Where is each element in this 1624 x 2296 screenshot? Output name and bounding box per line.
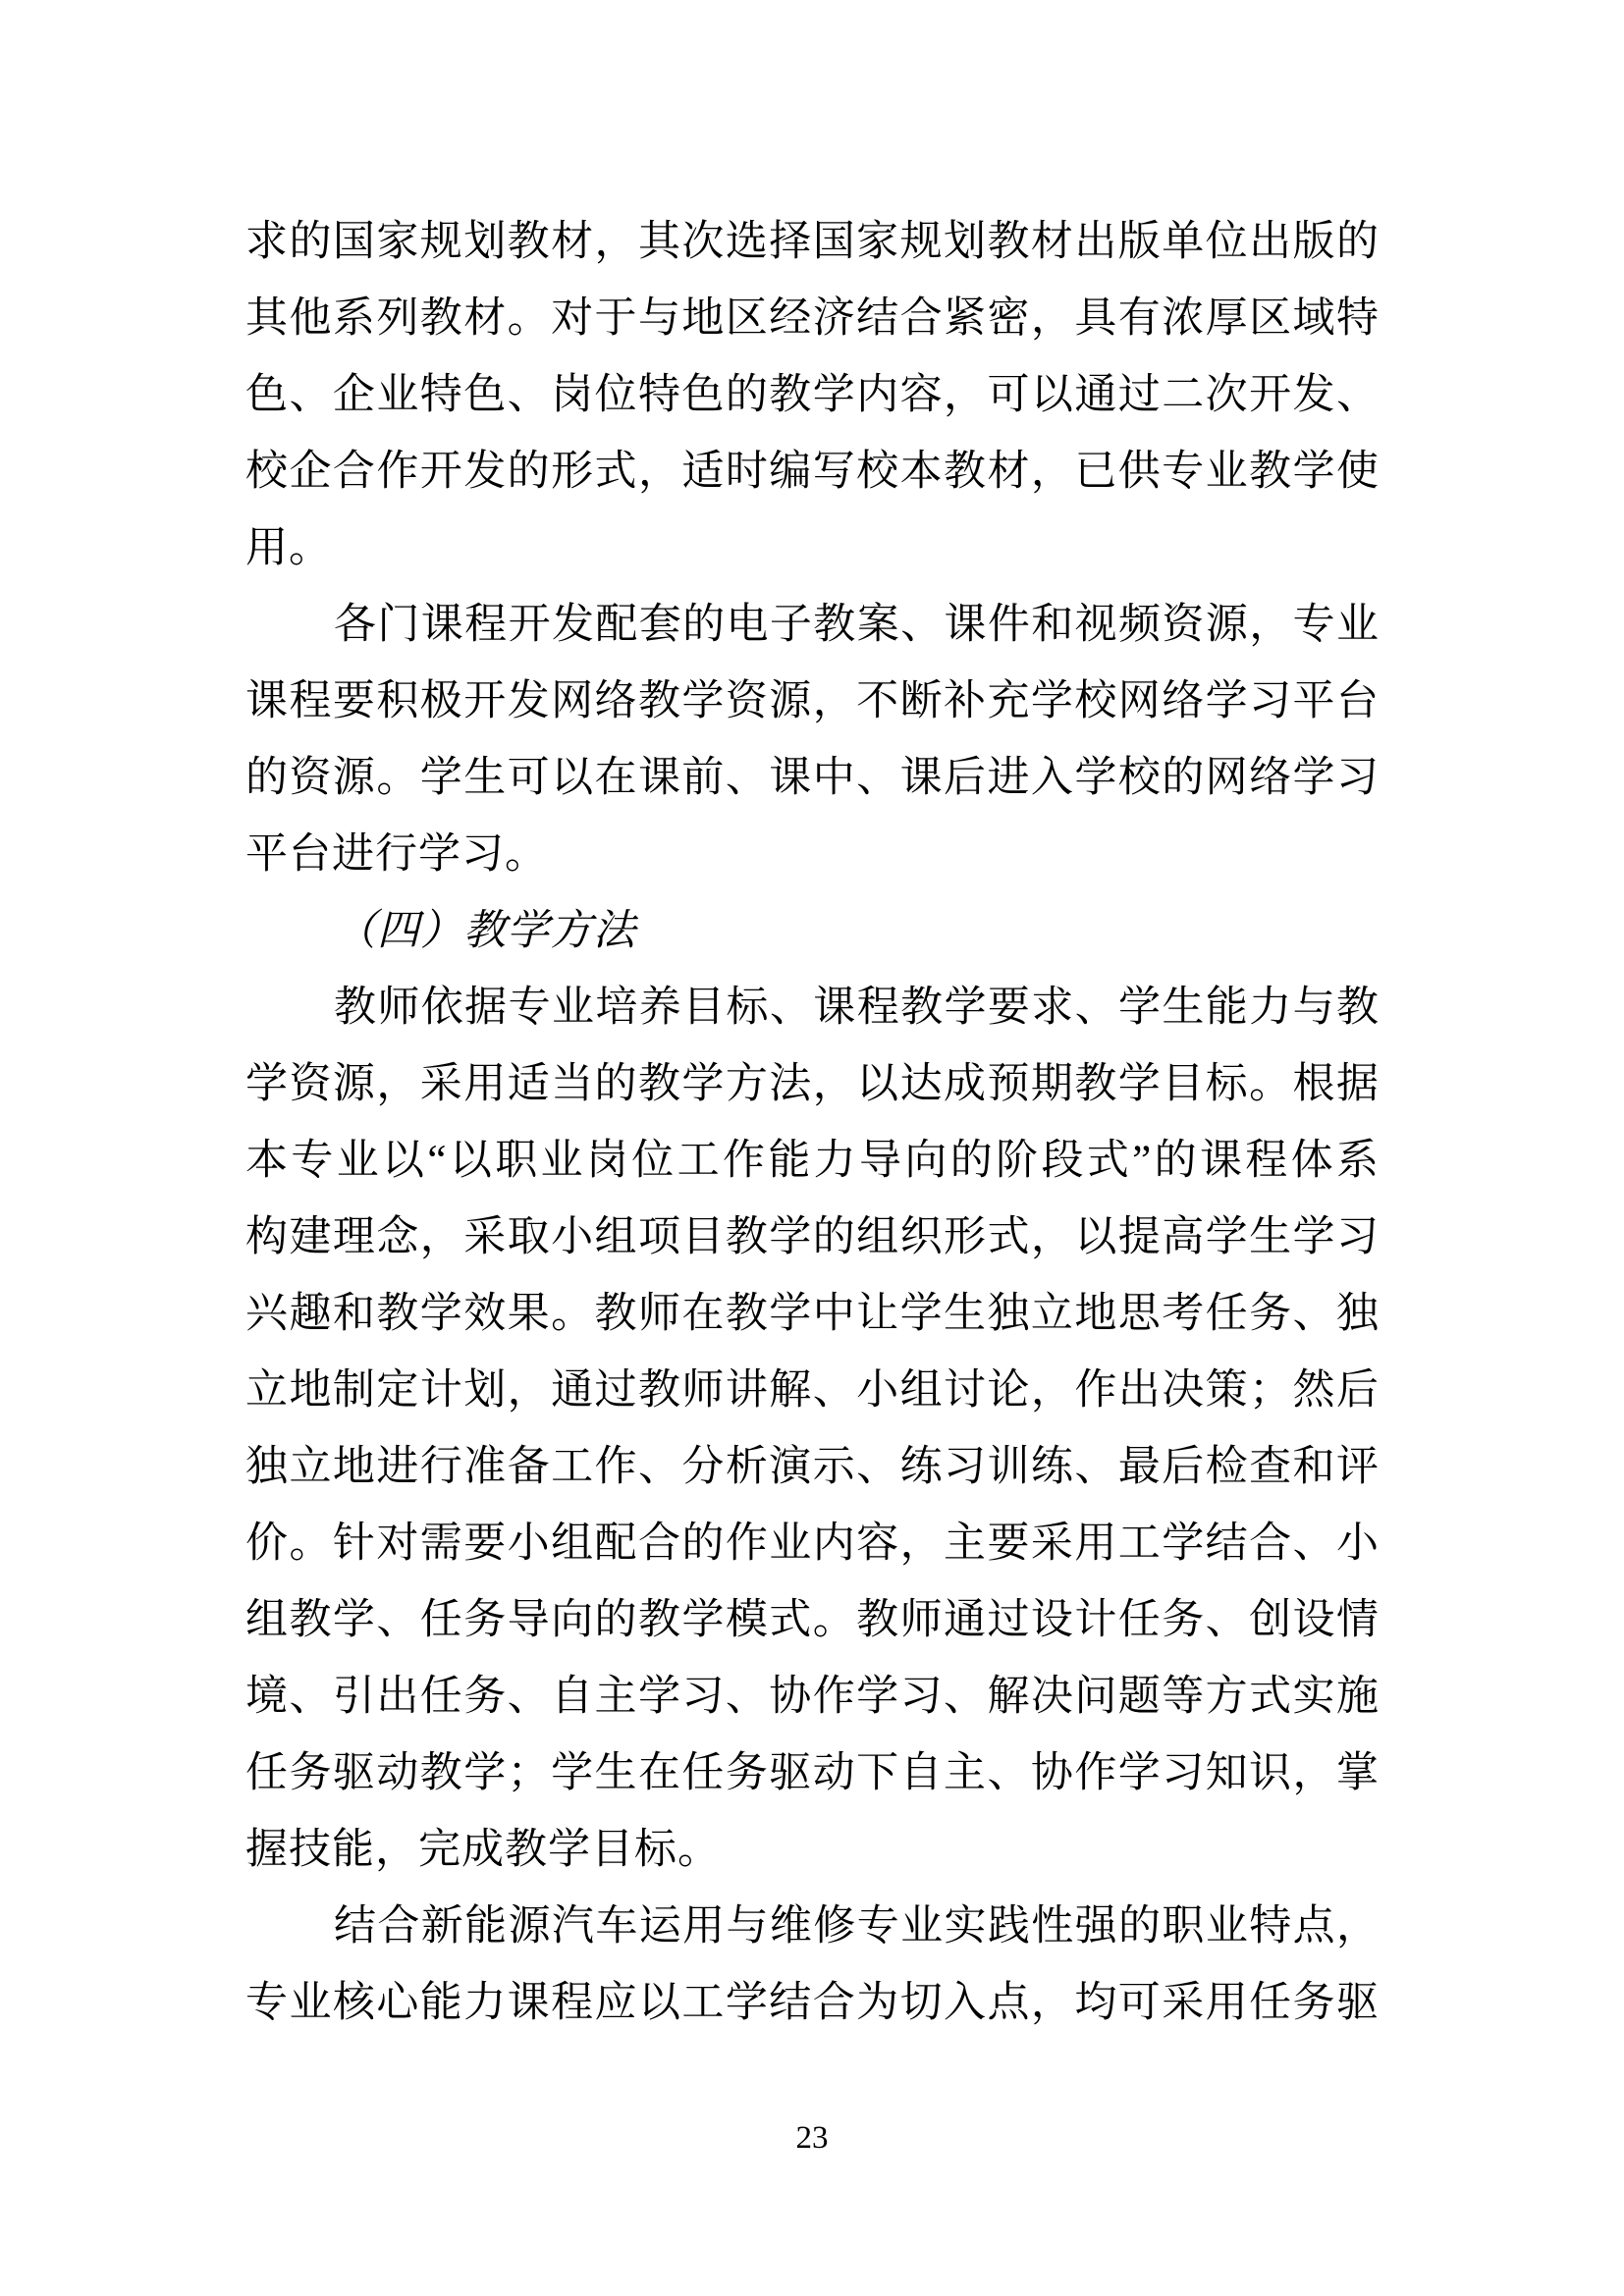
text-line: 的资源。学生可以在课前、课中、课后进入学校的网络学习 <box>245 755 1380 801</box>
text-line: 求的国家规划教材，其次选择国家规划教材出版单位出版的 <box>245 219 1380 265</box>
text-line: 校企合作开发的形式，适时编写校本教材，已供专业教学使 <box>245 449 1380 495</box>
text-line: 兴趣和教学效果。教师在教学中让学生独立地思考任务、独 <box>245 1291 1380 1337</box>
text-line: 教师依据专业培养目标、课程教学要求、学生能力与教 <box>334 985 1380 1031</box>
text-line: 价。针对需要小组配合的作业内容，主要采用工学结合、小 <box>245 1521 1380 1567</box>
text-line: 其他系列教材。对于与地区经济结合紧密，具有浓厚区域特 <box>245 295 1380 342</box>
text-line: 立地制定计划，通过教师讲解、小组讨论，作出决策；然后 <box>245 1367 1380 1414</box>
text-line: 境、引出任务、自主学习、协作学习、解决问题等方式实施 <box>245 1674 1380 1720</box>
text-line: 专业核心能力课程应以工学结合为切入点，均可采用任务驱 <box>245 1980 1380 2026</box>
text-line: 用。 <box>245 525 332 571</box>
text-line: 色、企业特色、岗位特色的教学内容，可以通过二次开发、 <box>245 372 1380 418</box>
text-line: 独立地进行准备工作、分析演示、练习训练、最后检查和评 <box>245 1444 1380 1490</box>
text-line: 课程要积极开发网络教学资源，不断补充学校网络学习平台 <box>245 678 1380 724</box>
text-line: 各门课程开发配套的电子教案、课件和视频资源，专业 <box>334 602 1380 648</box>
text-line: 本专业以“以职业岗位工作能力导向的阶段式”的课程体系 <box>245 1138 1380 1184</box>
text-line: 构建理念，采取小组项目教学的组织形式，以提高学生学习 <box>245 1214 1380 1260</box>
text-line: 学资源，采用适当的教学方法，以达成预期教学目标。根据 <box>245 1061 1380 1107</box>
text-line: 结合新能源汽车运用与维修专业实践性强的职业特点， <box>334 1903 1380 1949</box>
page-number: 23 <box>795 2120 829 2156</box>
section-heading: （四）教学方法 <box>334 908 636 954</box>
text-line: 平台进行学习。 <box>245 831 548 878</box>
text-line: 组教学、任务导向的教学模式。教师通过设计任务、创设情 <box>245 1597 1380 1643</box>
text-block <box>245 204 1380 2042</box>
text-line: 握技能，完成教学目标。 <box>245 1827 721 1873</box>
text-line: 任务驱动教学；学生在任务驱动下自主、协作学习知识，掌 <box>245 1750 1380 1796</box>
